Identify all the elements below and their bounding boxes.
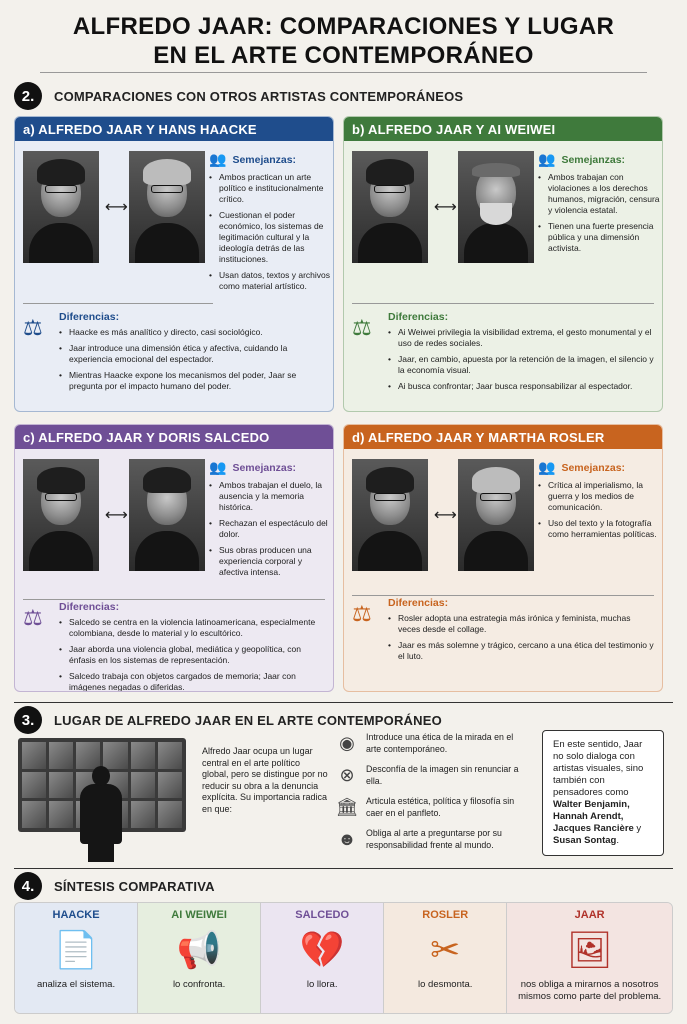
- comparison-card-rosler: [343, 424, 663, 692]
- comparison-card-haacke: [14, 116, 334, 412]
- synthesis-text: lo llora.: [306, 979, 338, 990]
- megaphone-icon: 📢: [176, 929, 222, 970]
- synthesis-text: nos obliga a mirarnos a nosotros mismos como parte del problema.: [518, 979, 662, 1002]
- point-item: [336, 796, 526, 819]
- bullet-item: • Usan datos, textos y archivos como material artístico.: [209, 270, 331, 292]
- synthesis-col-haacke: [15, 903, 138, 1013]
- divider: [352, 303, 654, 304]
- page-title-line2: EN EL ARTE CONTEMPORÁNEO: [153, 42, 534, 69]
- bullet-item: • Ai busca confrontar; Jaar busca responsabilizar al espectador.: [388, 381, 654, 392]
- institution-icon: 🏛: [335, 796, 359, 817]
- bullet-item: • Jaar aborda una violencia global, mediática y geopolítica, con énfasis en los sistemas de representación.: [59, 644, 325, 666]
- person-icon: ☻: [337, 828, 357, 849]
- people-icon: 👥: [209, 151, 227, 167]
- section-2-number: 2.: [14, 82, 42, 110]
- page-title: [0, 0, 687, 70]
- differences-block: [352, 311, 654, 397]
- synthesis-table: [14, 902, 673, 1014]
- cross-circle-icon: ⊗: [339, 764, 355, 785]
- bullet-item: • Uso del texto y la fotografía como herramientas políticas.: [538, 518, 660, 540]
- portrait-jaar: [23, 151, 99, 263]
- card-header: b) ALFREDO JAAR Y AI WEIWEI: [344, 117, 662, 141]
- portrait-haacke: [129, 151, 205, 263]
- point-text: Introduce una ética de la mirada en el arte contemporáneo.: [366, 732, 514, 754]
- section-divider: [14, 868, 673, 869]
- scale-icon: ⚖: [23, 605, 43, 630]
- section-2-title: COMPARACIONES CON OTROS ARTISTAS CONTEMPORÁNEOS: [54, 88, 464, 104]
- page-title-line1: ALFREDO JAAR: COMPARACIONES Y LUGAR: [72, 13, 615, 40]
- people-icon: 👥: [538, 151, 556, 167]
- portrait-ai-weiwei: [458, 151, 534, 263]
- differences-label: Diferencias:: [59, 601, 120, 613]
- similarities-label: Semejanzas:: [561, 461, 626, 474]
- bullet-item: • Haacke es más analítico y directo, casi sociológico.: [59, 327, 325, 338]
- section-4-title: SÍNTESIS COMPARATIVA: [54, 878, 215, 894]
- portrait-salcedo: [129, 459, 205, 571]
- synthesis-name: JAAR: [574, 909, 605, 921]
- portrait-jaar: [352, 151, 428, 263]
- comparison-card-salcedo: [14, 424, 334, 692]
- bullet-item: • Tienen una fuerte presencia pública y una dimensión activista.: [538, 221, 660, 254]
- synthesis-col-rosler: [384, 903, 507, 1013]
- quote-last-name: Susan Sontag: [553, 835, 617, 846]
- scale-icon: ⚖: [352, 601, 372, 626]
- card-header: c) ALFREDO JAAR Y DORIS SALCEDO: [15, 425, 333, 449]
- card-header: a) ALFREDO JAAR Y HANS HAACKE: [15, 117, 333, 141]
- double-arrow-icon: ⟷: [105, 507, 128, 524]
- viewer-frame-icon: 🖼: [566, 929, 613, 970]
- similarities-label: Semejanzas:: [232, 461, 297, 474]
- portrait-jaar: [23, 459, 99, 571]
- synthesis-text: lo confronta.: [172, 979, 226, 990]
- scale-icon: ⚖: [352, 315, 372, 340]
- differences-label: Diferencias:: [59, 311, 120, 323]
- people-icon: 👥: [538, 459, 556, 475]
- differences-list: [59, 327, 325, 392]
- bullet-item: • Ambos trabajan el duelo, la ausencia y la memoria histórica.: [209, 480, 331, 513]
- synthesis-col-ai-weiwei: [138, 903, 261, 1013]
- synthesis-name: ROSLER: [422, 909, 469, 921]
- similarities-block: [538, 151, 660, 259]
- section-2-header: [14, 82, 463, 110]
- bullet-item: • Jaar introduce una dimensión ética y afectiva, cuidando la experiencia emocional del espectador.: [59, 343, 325, 365]
- divider: [23, 303, 213, 304]
- title-divider: [40, 72, 647, 73]
- bullet-item: • Sus obras producen una experiencia corporal y afectiva intensa.: [209, 545, 331, 578]
- point-text: Articula estética, política y filosofía sin caer en el panfleto.: [366, 796, 515, 818]
- quote-box: [542, 730, 664, 856]
- document-search-icon: 📄: [53, 929, 99, 970]
- similarities-list: [209, 480, 331, 578]
- bullet-item: • Rosler adopta una estrategia más irónica y feminista, muchas veces desde el collage.: [388, 613, 654, 635]
- divider: [352, 595, 654, 596]
- section-3-number: 3.: [14, 706, 42, 734]
- point-text: Obliga al arte a preguntarse por su responsabilidad frente al mundo.: [366, 828, 502, 850]
- video-wall-illustration: [18, 738, 186, 864]
- similarities-label: Semejanzas:: [561, 153, 626, 166]
- section-4-number: 4.: [14, 872, 42, 900]
- differences-block: [352, 597, 654, 667]
- portrait-rosler: [458, 459, 534, 571]
- portrait-jaar: [352, 459, 428, 571]
- synthesis-text: lo desmonta.: [418, 979, 473, 990]
- bullet-item: • Rechazan el espectáculo del dolor.: [209, 518, 331, 540]
- people-icon: 👥: [209, 459, 227, 475]
- synthesis-name: AI WEIWEI: [171, 909, 227, 921]
- bullet-item: • Jaar es más solemne y trágico, cercano a una ética del testimonio y el luto.: [388, 640, 654, 662]
- card-header: d) ALFREDO JAAR Y MARTHA ROSLER: [344, 425, 662, 449]
- similarities-list: [538, 480, 660, 540]
- bullet-item: • Ambos practican un arte político e institucionalmente crítico.: [209, 172, 331, 205]
- synthesis-col-salcedo: [261, 903, 384, 1013]
- similarities-list: [209, 172, 331, 292]
- bullet-item: • Cuestionan el poder económico, los sistemas de legitimación cultural y la ideología detrás de las instituciones.: [209, 210, 331, 265]
- differences-list: [59, 617, 325, 692]
- bullet-item: • Ai Weiwei privilegia la visibilidad extrema, el gesto monumental y el uso de redes sociales.: [388, 327, 654, 349]
- scale-icon: ⚖: [23, 315, 43, 340]
- bullet-item: • Crítica al imperialismo, la guerra y los medios de comunicación.: [538, 480, 660, 513]
- similarities-list: [538, 172, 660, 254]
- quote-text: En este sentido, Jaar no solo dialoga con artistas visuales, sino también con pensadores como: [553, 739, 644, 798]
- differences-label: Diferencias:: [388, 311, 449, 323]
- double-arrow-icon: ⟷: [434, 507, 457, 524]
- synthesis-name: HAACKE: [52, 909, 100, 921]
- bullet-item: • Jaar, en cambio, apuesta por la retención de la imagen, el silencio y la economía visual.: [388, 354, 654, 376]
- quote-end: .: [616, 835, 619, 846]
- similarities-block: [209, 459, 331, 583]
- quote-and: y: [633, 823, 642, 834]
- point-item: [336, 732, 526, 755]
- bullet-item: • Salcedo trabaja con objetos cargados de memoria; Jaar con imágenes negadas o diferidas.: [59, 671, 325, 692]
- divider: [23, 599, 325, 600]
- similarities-block: [538, 459, 660, 545]
- broken-heart-icon: 💔: [299, 929, 345, 970]
- bullet-item: • Ambos trabajan con violaciones a los derechos humanos, migración, censura y violencia estatal.: [538, 172, 660, 216]
- section-3-title: LUGAR DE ALFREDO JAAR EN EL ARTE CONTEMPORÁNEO: [54, 712, 442, 728]
- synthesis-name: SALCEDO: [295, 909, 350, 921]
- bullet-item: • Mientras Haacke expone los mecanismos del poder, Jaar se pregunta por el impacto humano del poder.: [59, 370, 325, 392]
- scissors-icon: ✂: [430, 929, 461, 970]
- section-3-intro: Alfredo Jaar ocupa un lugar central en el arte político global, pero se distingue por no reducir su obra a la denuncia explícita. Su importancia radica en que:: [202, 746, 328, 814]
- point-item: [336, 764, 526, 787]
- double-arrow-icon: ⟷: [105, 199, 128, 216]
- differences-block: [23, 311, 325, 397]
- differences-list: [388, 613, 654, 662]
- bullet-item: • Salcedo se centra en la violencia latinoamericana, especialmente colombiana, desde lo material y lo escultórico.: [59, 617, 325, 639]
- differences-list: [388, 327, 654, 392]
- comparison-card-ai-weiwei: [343, 116, 663, 412]
- synthesis-col-jaar: [507, 903, 672, 1013]
- differences-block: [23, 601, 325, 692]
- double-arrow-icon: ⟷: [434, 199, 457, 216]
- point-text: Desconfía de la imagen sin renunciar a ella.: [366, 764, 519, 786]
- section-divider: [14, 702, 673, 703]
- section-3-header: [14, 706, 442, 734]
- section-4-header: [14, 872, 215, 900]
- synthesis-text: analiza el sistema.: [36, 979, 116, 990]
- quote-names: Walter Benjamin, Hannah Arendt, Jacques Rancière: [553, 799, 634, 834]
- point-item: [336, 828, 526, 851]
- similarities-label: Semejanzas:: [232, 153, 297, 166]
- similarities-block: [209, 151, 331, 297]
- eye-icon: ◉: [339, 732, 355, 753]
- differences-label: Diferencias:: [388, 597, 449, 609]
